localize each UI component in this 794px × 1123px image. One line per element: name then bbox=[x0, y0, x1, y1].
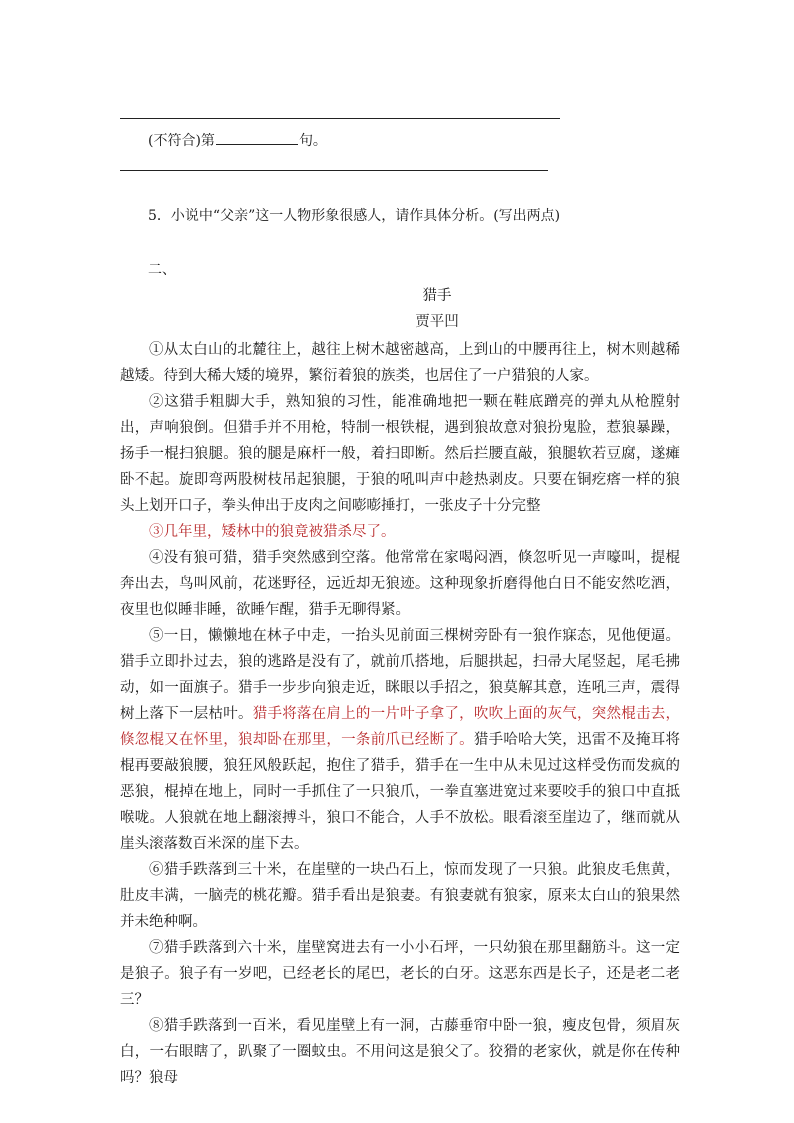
paragraph-7: ⑦猎手跌落到六十米，崖壁窝进去有一小小石坪，一只幼狼在那里翻筋斗。这一定是狼子。狼子有一岁吧，已经老长的尾巴，老长的白牙。这恶东西是长子，还是老二老三？ bbox=[120, 940, 680, 1008]
paragraph-5-part-a: ⑤一日，懒懒地在林子中走，一抬头见前面三棵树旁卧有一狼作寐态，见他便逼。猎手立即扑过去，狼的逃路是没有了，就前爪搭地，后腿拱起，扫帚大尾竖起，尾毛拂动，如一面旗子。猎手一步步向狼走近，眯眼以手招之，狼莫解其意，连吼三声，震得树上落下一层枯叶。 bbox=[120, 628, 680, 722]
section-label: 二、 bbox=[148, 262, 176, 278]
blank-prefix: (不符合)第 bbox=[148, 133, 215, 149]
paragraph-4: ④没有狼可猎，猎手突然感到空落。他常常在家喝闷酒，倏忽听见一声嚎叫，提棍奔出去，鸟叫风前，花迷野径，远近却无狼迹。这种现象折磨得他白日不能安然吃酒，夜里也似睡非睡，欲睡乍醒，猎手无聊得紧。 bbox=[120, 550, 680, 618]
paragraph-2: ②这猎手粗脚大手，熟知狼的习性，能准确地把一颗在鞋底蹭亮的弹丸从枪膛射出，声响狼倒。但猎手并不用枪，特制一根铁棍，遇到狼故意对狼扮鬼脸，惹狼暴躁，扬手一棍扫狼腿。狼的腿是麻杆一般，着扫即断。然后拦腰直敲，狼腿软若豆腐，遂瘫卧不起。旋即弯两股树枝吊起狼腿，于狼的吼叫声中趁热剥皮。只要在铜疙瘩一样的狼头上划开口子，拳头伸出于皮肉之间嘭嘭捶打，一张皮子十分完整 bbox=[120, 394, 680, 514]
paragraph-5-part-b: 猎手哈哈大笑，迅雷不及掩耳将棍再要敲狼腰，狼狂风般跃起，抱住了猎手，猎手在一生中从未见过这样受伤而发疯的恶狼，棍掉在地上，同时一手抓住了一只狼爪，一拳直塞进宽过来要咬手的狼口中直抵喉咙。人狼就在地上翻滚搏斗，狼口不能合，人手不放松。眼看滚至崖边了，继而就从崖头滚落数百米深的崖下去。 bbox=[120, 732, 681, 852]
paragraph-8: ⑧猎手跌落到一百米，看见崖壁上有一洞，古藤垂帘中卧一狼，瘦皮包骨，须眉灰白，一右眼瞎了，趴聚了一圈蚊虫。不用问这是狼父了。狡猾的老家伙，就是你在传种吗？狼母 bbox=[120, 1018, 680, 1086]
story-body bbox=[120, 337, 680, 1091]
paragraph-3: ③几年里，矮林中的狼竟被猎杀尽了。 bbox=[149, 524, 396, 540]
story-author: 贾平凹 bbox=[415, 314, 459, 330]
answer-blank[interactable] bbox=[216, 130, 298, 145]
answer-line-1 bbox=[120, 118, 560, 119]
fill-blank-line bbox=[148, 130, 327, 151]
paragraph-1: ①从太白山的北麓往上，越往上树木越密越高，上到山的中腰再往上，树木则越稀越矮。待到大稀大矮的境界，繁衍着狼的族类，也居住了一户猎狼的人家。 bbox=[120, 342, 680, 384]
story-title: 猎手 bbox=[422, 288, 452, 304]
blank-suffix: 句。 bbox=[298, 133, 327, 149]
paragraph-6: ⑥猎手跌落到三十米，在崖壁的一块凸石上，惊而发现了一只狼。此狼皮毛焦黄，肚皮丰满，一脑壳的桃花瓣。猎手看出是狼妻。有狼妻就有狼家，原来太白山的狼果然并未绝种啊。 bbox=[120, 862, 680, 930]
question-5: 5．小说中“父亲”这一人物形象很感人，请作具体分析。(写出两点) bbox=[148, 208, 561, 224]
paragraph-5-highlight: 猎手将落在肩上的一片叶子拿了，吹吹上面的灰气，突然棍击去，倏忽棍又在怀里，狼却卧在那里，一条前爪已经断了。 bbox=[120, 706, 681, 748]
paragraph-5 bbox=[120, 623, 680, 857]
answer-line-2 bbox=[120, 170, 548, 171]
